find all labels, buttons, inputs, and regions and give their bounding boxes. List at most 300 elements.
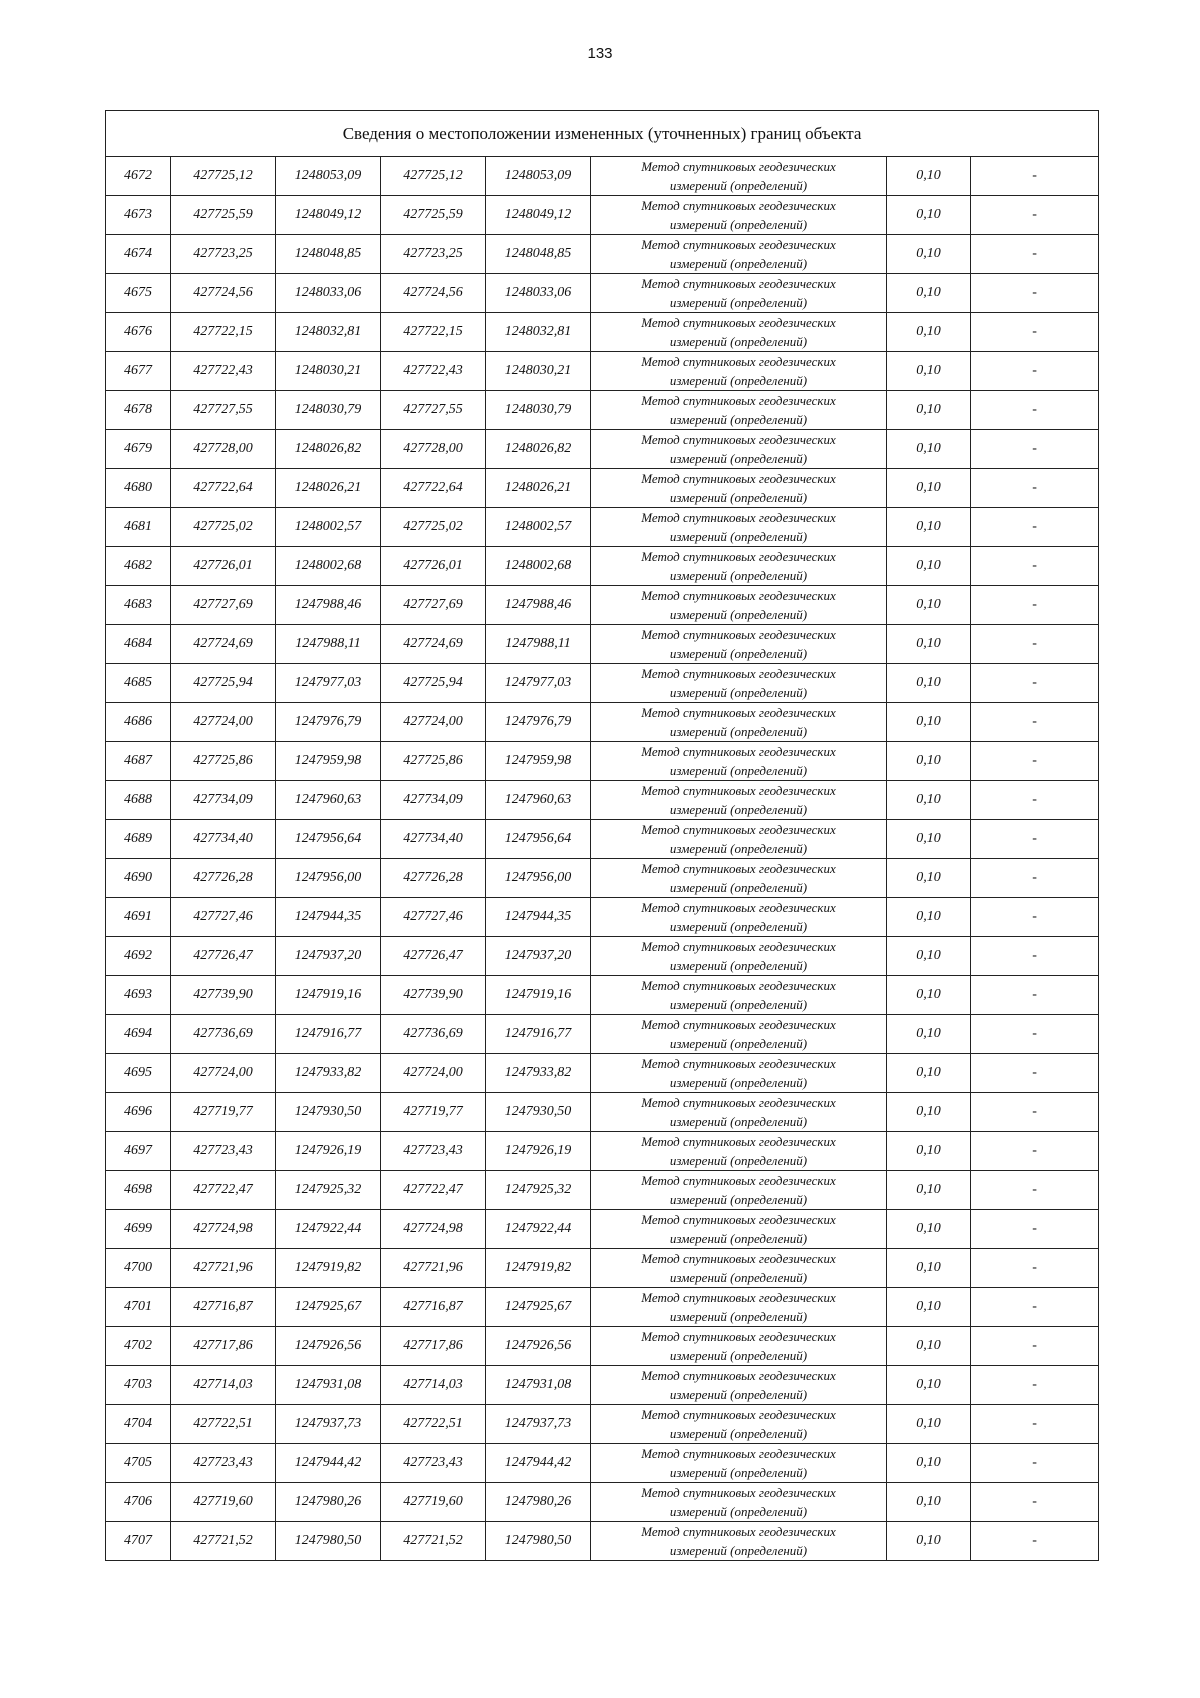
cell-specified-x: 427739,90 [381, 976, 486, 1015]
method-line-2: измерений (определений) [669, 529, 808, 544]
method-line-2: измерений (определений) [669, 1153, 808, 1168]
method-line-1: Метод спутниковых геодезических [641, 237, 836, 252]
method-line-1: Метод спутниковых геодезических [641, 159, 836, 174]
cell-specified-x: 427726,47 [381, 937, 486, 976]
cell-method [591, 1210, 887, 1249]
method-line-2: измерений (определений) [669, 1114, 808, 1129]
cell-point-number: 4689 [106, 820, 171, 859]
cell-note: - [971, 157, 1099, 196]
cell-existing-y: 1247959,98 [276, 742, 381, 781]
cell-accuracy: 0,10 [887, 1015, 971, 1054]
cell-existing-x: 427728,00 [171, 430, 276, 469]
cell-point-number: 4696 [106, 1093, 171, 1132]
cell-accuracy: 0,10 [887, 196, 971, 235]
cell-specified-x: 427726,01 [381, 547, 486, 586]
method-line-2: измерений (определений) [669, 1192, 808, 1207]
method-line-2: измерений (определений) [669, 1075, 808, 1090]
method-line-2: измерений (определений) [669, 1231, 808, 1246]
table-row [106, 196, 1099, 235]
cell-method [591, 742, 887, 781]
method-line-1: Метод спутниковых геодезических [641, 588, 836, 603]
cell-note: - [971, 508, 1099, 547]
cell-existing-y: 1248053,09 [276, 157, 381, 196]
cell-existing-x: 427724,56 [171, 274, 276, 313]
method-line-2: измерений (определений) [669, 334, 808, 349]
cell-accuracy: 0,10 [887, 1288, 971, 1327]
method-line-1: Метод спутниковых геодезических [641, 315, 836, 330]
method-line-1: Метод спутниковых геодезических [641, 1485, 836, 1500]
cell-specified-y: 1248030,79 [486, 391, 591, 430]
cell-method [591, 703, 887, 742]
cell-point-number: 4685 [106, 664, 171, 703]
cell-point-number: 4699 [106, 1210, 171, 1249]
method-line-1: Метод спутниковых геодезических [641, 666, 836, 681]
method-line-2: измерений (определений) [669, 685, 808, 700]
cell-accuracy: 0,10 [887, 1093, 971, 1132]
cell-specified-y: 1247926,19 [486, 1132, 591, 1171]
cell-existing-x: 427724,00 [171, 1054, 276, 1093]
method-line-1: Метод спутниковых геодезических [641, 1173, 836, 1188]
cell-point-number: 4700 [106, 1249, 171, 1288]
cell-note: - [971, 1522, 1099, 1561]
table-row [106, 1444, 1099, 1483]
cell-specified-y: 1248026,21 [486, 469, 591, 508]
cell-existing-x: 427723,43 [171, 1132, 276, 1171]
cell-method [591, 1249, 887, 1288]
cell-existing-y: 1247930,50 [276, 1093, 381, 1132]
cell-specified-x: 427724,00 [381, 1054, 486, 1093]
cell-note: - [971, 1483, 1099, 1522]
cell-existing-x: 427724,00 [171, 703, 276, 742]
cell-accuracy: 0,10 [887, 391, 971, 430]
cell-existing-y: 1247956,00 [276, 859, 381, 898]
cell-note: - [971, 937, 1099, 976]
cell-specified-x: 427724,69 [381, 625, 486, 664]
cell-accuracy: 0,10 [887, 547, 971, 586]
cell-point-number: 4701 [106, 1288, 171, 1327]
cell-note: - [971, 664, 1099, 703]
cell-method [591, 898, 887, 937]
table-row [106, 1171, 1099, 1210]
cell-point-number: 4706 [106, 1483, 171, 1522]
table-row [106, 937, 1099, 976]
method-line-1: Метод спутниковых геодезических [641, 783, 836, 798]
cell-existing-x: 427722,47 [171, 1171, 276, 1210]
cell-specified-y: 1247937,20 [486, 937, 591, 976]
cell-note: - [971, 313, 1099, 352]
method-line-1: Метод спутниковых геодезических [641, 1095, 836, 1110]
cell-accuracy: 0,10 [887, 1522, 971, 1561]
cell-accuracy: 0,10 [887, 235, 971, 274]
method-line-2: измерений (определений) [669, 646, 808, 661]
cell-specified-x: 427717,86 [381, 1327, 486, 1366]
method-line-1: Метод спутниковых геодезических [641, 1017, 836, 1032]
cell-point-number: 4705 [106, 1444, 171, 1483]
cell-method [591, 781, 887, 820]
cell-specified-x: 427724,56 [381, 274, 486, 313]
cell-note: - [971, 235, 1099, 274]
cell-note: - [971, 1288, 1099, 1327]
table-row [106, 352, 1099, 391]
cell-point-number: 4707 [106, 1522, 171, 1561]
cell-existing-y: 1247977,03 [276, 664, 381, 703]
cell-specified-x: 427722,64 [381, 469, 486, 508]
cell-specified-x: 427719,60 [381, 1483, 486, 1522]
cell-note: - [971, 1405, 1099, 1444]
cell-accuracy: 0,10 [887, 1405, 971, 1444]
cell-point-number: 4674 [106, 235, 171, 274]
cell-accuracy: 0,10 [887, 820, 971, 859]
cell-accuracy: 0,10 [887, 1132, 971, 1171]
cell-accuracy: 0,10 [887, 313, 971, 352]
method-line-1: Метод спутниковых геодезических [641, 822, 836, 837]
cell-specified-y: 1247956,64 [486, 820, 591, 859]
cell-method [591, 1132, 887, 1171]
cell-specified-y: 1247919,82 [486, 1249, 591, 1288]
cell-accuracy: 0,10 [887, 1366, 971, 1405]
cell-specified-y: 1248002,57 [486, 508, 591, 547]
cell-note: - [971, 1444, 1099, 1483]
method-line-2: измерений (определений) [669, 256, 808, 271]
cell-existing-x: 427726,47 [171, 937, 276, 976]
cell-specified-y: 1247944,42 [486, 1444, 591, 1483]
method-line-2: измерений (определений) [669, 880, 808, 895]
method-line-2: измерений (определений) [669, 997, 808, 1012]
cell-existing-x: 427734,40 [171, 820, 276, 859]
cell-method [591, 1054, 887, 1093]
method-line-1: Метод спутниковых геодезических [641, 1134, 836, 1149]
cell-specified-x: 427722,15 [381, 313, 486, 352]
cell-specified-y: 1247977,03 [486, 664, 591, 703]
table-row [106, 1366, 1099, 1405]
cell-accuracy: 0,10 [887, 1444, 971, 1483]
cell-specified-y: 1248033,06 [486, 274, 591, 313]
table-row [106, 430, 1099, 469]
cell-point-number: 4681 [106, 508, 171, 547]
method-line-2: измерений (определений) [669, 724, 808, 739]
table-row [106, 703, 1099, 742]
method-line-1: Метод спутниковых геодезических [641, 900, 836, 915]
table-row [106, 976, 1099, 1015]
table-row [106, 859, 1099, 898]
cell-existing-y: 1247937,73 [276, 1405, 381, 1444]
cell-specified-x: 427721,52 [381, 1522, 486, 1561]
cell-existing-x: 427722,64 [171, 469, 276, 508]
cell-existing-y: 1247925,67 [276, 1288, 381, 1327]
cell-specified-y: 1247959,98 [486, 742, 591, 781]
cell-existing-x: 427725,59 [171, 196, 276, 235]
method-line-1: Метод спутниковых геодезических [641, 432, 836, 447]
cell-specified-y: 1247976,79 [486, 703, 591, 742]
cell-note: - [971, 703, 1099, 742]
method-line-1: Метод спутниковых геодезических [641, 1212, 836, 1227]
method-line-2: измерений (определений) [669, 1348, 808, 1363]
method-line-1: Метод спутниковых геодезических [641, 744, 836, 759]
cell-note: - [971, 430, 1099, 469]
cell-method [591, 1483, 887, 1522]
cell-existing-x: 427725,86 [171, 742, 276, 781]
cell-accuracy: 0,10 [887, 469, 971, 508]
cell-accuracy: 0,10 [887, 625, 971, 664]
table-row [106, 1015, 1099, 1054]
table-row [106, 313, 1099, 352]
cell-existing-x: 427726,01 [171, 547, 276, 586]
cell-existing-y: 1248030,21 [276, 352, 381, 391]
table-row [106, 1132, 1099, 1171]
cell-existing-x: 427724,69 [171, 625, 276, 664]
cell-existing-x: 427734,09 [171, 781, 276, 820]
table-row [106, 1288, 1099, 1327]
table-row [106, 625, 1099, 664]
cell-existing-y: 1248026,21 [276, 469, 381, 508]
method-line-1: Метод спутниковых геодезических [641, 1329, 836, 1344]
cell-specified-y: 1247988,46 [486, 586, 591, 625]
table-row [106, 1483, 1099, 1522]
cell-existing-y: 1248033,06 [276, 274, 381, 313]
cell-specified-y: 1248002,68 [486, 547, 591, 586]
cell-existing-y: 1247919,82 [276, 1249, 381, 1288]
cell-existing-y: 1247944,42 [276, 1444, 381, 1483]
method-line-2: измерений (определений) [669, 1465, 808, 1480]
method-line-1: Метод спутниковых геодезических [641, 705, 836, 720]
cell-existing-y: 1248032,81 [276, 313, 381, 352]
cell-existing-x: 427724,98 [171, 1210, 276, 1249]
cell-existing-y: 1247988,46 [276, 586, 381, 625]
cell-existing-x: 427736,69 [171, 1015, 276, 1054]
method-line-1: Метод спутниковых геодезических [641, 1524, 836, 1539]
cell-existing-x: 427719,60 [171, 1483, 276, 1522]
method-line-1: Метод спутниковых геодезических [641, 393, 836, 408]
cell-note: - [971, 1015, 1099, 1054]
method-line-1: Метод спутниковых геодезических [641, 1368, 836, 1383]
method-line-2: измерений (определений) [669, 607, 808, 622]
cell-method [591, 352, 887, 391]
cell-specified-x: 427722,51 [381, 1405, 486, 1444]
cell-note: - [971, 391, 1099, 430]
cell-accuracy: 0,10 [887, 157, 971, 196]
cell-point-number: 4698 [106, 1171, 171, 1210]
cell-point-number: 4695 [106, 1054, 171, 1093]
cell-method [591, 625, 887, 664]
method-line-2: измерений (определений) [669, 178, 808, 193]
cell-specified-x: 427727,55 [381, 391, 486, 430]
cell-specified-x: 427721,96 [381, 1249, 486, 1288]
cell-existing-y: 1247980,26 [276, 1483, 381, 1522]
cell-specified-x: 427725,02 [381, 508, 486, 547]
cell-specified-x: 427725,59 [381, 196, 486, 235]
cell-specified-x: 427726,28 [381, 859, 486, 898]
cell-specified-y: 1248049,12 [486, 196, 591, 235]
cell-existing-x: 427719,77 [171, 1093, 276, 1132]
cell-point-number: 4687 [106, 742, 171, 781]
cell-note: - [971, 898, 1099, 937]
cell-note: - [971, 742, 1099, 781]
cell-point-number: 4690 [106, 859, 171, 898]
cell-specified-y: 1247930,50 [486, 1093, 591, 1132]
cell-accuracy: 0,10 [887, 1327, 971, 1366]
cell-note: - [971, 469, 1099, 508]
cell-specified-x: 427716,87 [381, 1288, 486, 1327]
method-line-2: измерений (определений) [669, 295, 808, 310]
cell-note: - [971, 274, 1099, 313]
cell-method [591, 313, 887, 352]
cell-accuracy: 0,10 [887, 937, 971, 976]
cell-method [591, 1171, 887, 1210]
cell-method [591, 157, 887, 196]
cell-note: - [971, 1210, 1099, 1249]
table-row [106, 1093, 1099, 1132]
cell-method [591, 664, 887, 703]
cell-accuracy: 0,10 [887, 1171, 971, 1210]
cell-specified-x: 427719,77 [381, 1093, 486, 1132]
table-row [106, 1327, 1099, 1366]
cell-specified-y: 1247925,67 [486, 1288, 591, 1327]
cell-note: - [971, 352, 1099, 391]
table-caption: Сведения о местоположении измененных (уточненных) границ объекта [106, 111, 1099, 157]
cell-existing-x: 427727,55 [171, 391, 276, 430]
cell-specified-y: 1247988,11 [486, 625, 591, 664]
cell-method [591, 391, 887, 430]
cell-specified-x: 427734,40 [381, 820, 486, 859]
cell-method [591, 1405, 887, 1444]
table-row [106, 157, 1099, 196]
cell-point-number: 4693 [106, 976, 171, 1015]
cell-existing-x: 427725,12 [171, 157, 276, 196]
cell-specified-x: 427723,43 [381, 1132, 486, 1171]
cell-method [591, 859, 887, 898]
cell-note: - [971, 1249, 1099, 1288]
cell-specified-y: 1248026,82 [486, 430, 591, 469]
cell-note: - [971, 586, 1099, 625]
cell-accuracy: 0,10 [887, 742, 971, 781]
method-line-1: Метод спутниковых геодезических [641, 471, 836, 486]
cell-method [591, 1093, 887, 1132]
cell-accuracy: 0,10 [887, 430, 971, 469]
cell-specified-y: 1247937,73 [486, 1405, 591, 1444]
cell-accuracy: 0,10 [887, 508, 971, 547]
cell-point-number: 4697 [106, 1132, 171, 1171]
cell-existing-y: 1247919,16 [276, 976, 381, 1015]
cell-existing-y: 1248002,68 [276, 547, 381, 586]
cell-existing-x: 427723,43 [171, 1444, 276, 1483]
cell-point-number: 4683 [106, 586, 171, 625]
cell-note: - [971, 859, 1099, 898]
table-row [106, 781, 1099, 820]
cell-specified-x: 427734,09 [381, 781, 486, 820]
cell-accuracy: 0,10 [887, 859, 971, 898]
table-row [106, 235, 1099, 274]
table-row [106, 391, 1099, 430]
cell-note: - [971, 196, 1099, 235]
method-line-2: измерений (определений) [669, 1543, 808, 1558]
method-line-2: измерений (определений) [669, 1387, 808, 1402]
cell-method [591, 469, 887, 508]
cell-specified-x: 427724,98 [381, 1210, 486, 1249]
cell-specified-x: 427736,69 [381, 1015, 486, 1054]
cell-accuracy: 0,10 [887, 781, 971, 820]
cell-specified-y: 1247931,08 [486, 1366, 591, 1405]
cell-existing-x: 427727,46 [171, 898, 276, 937]
method-line-2: измерений (определений) [669, 1309, 808, 1324]
cell-method [591, 430, 887, 469]
method-line-1: Метод спутниковых геодезических [641, 276, 836, 291]
cell-existing-y: 1247916,77 [276, 1015, 381, 1054]
method-line-2: измерений (определений) [669, 1426, 808, 1441]
method-line-2: измерений (определений) [669, 451, 808, 466]
cell-existing-x: 427721,96 [171, 1249, 276, 1288]
cell-note: - [971, 547, 1099, 586]
method-line-1: Метод спутниковых геодезических [641, 510, 836, 525]
cell-specified-y: 1247919,16 [486, 976, 591, 1015]
cell-method [591, 1522, 887, 1561]
cell-existing-y: 1247937,20 [276, 937, 381, 976]
cell-method [591, 235, 887, 274]
cell-note: - [971, 1327, 1099, 1366]
method-line-1: Метод спутниковых геодезических [641, 627, 836, 642]
cell-accuracy: 0,10 [887, 703, 971, 742]
cell-specified-y: 1248032,81 [486, 313, 591, 352]
method-line-2: измерений (определений) [669, 841, 808, 856]
cell-existing-x: 427725,94 [171, 664, 276, 703]
cell-point-number: 4702 [106, 1327, 171, 1366]
cell-existing-x: 427716,87 [171, 1288, 276, 1327]
cell-existing-y: 1247980,50 [276, 1522, 381, 1561]
method-line-2: измерений (определений) [669, 217, 808, 232]
cell-point-number: 4676 [106, 313, 171, 352]
cell-specified-y: 1247926,56 [486, 1327, 591, 1366]
cell-accuracy: 0,10 [887, 898, 971, 937]
cell-specified-y: 1248048,85 [486, 235, 591, 274]
table-row [106, 1054, 1099, 1093]
table-body [106, 157, 1099, 1561]
cell-note: - [971, 1132, 1099, 1171]
table-row [106, 1249, 1099, 1288]
page-number: 133 [587, 45, 613, 62]
cell-existing-y: 1248048,85 [276, 235, 381, 274]
cell-specified-x: 427725,86 [381, 742, 486, 781]
cell-point-number: 4684 [106, 625, 171, 664]
cell-specified-y: 1247916,77 [486, 1015, 591, 1054]
method-line-1: Метод спутниковых геодезических [641, 549, 836, 564]
cell-specified-x: 427714,03 [381, 1366, 486, 1405]
cell-specified-y: 1247960,63 [486, 781, 591, 820]
cell-note: - [971, 820, 1099, 859]
cell-existing-x: 427723,25 [171, 235, 276, 274]
cell-point-number: 4691 [106, 898, 171, 937]
table-row [106, 1405, 1099, 1444]
cell-point-number: 4688 [106, 781, 171, 820]
cell-point-number: 4678 [106, 391, 171, 430]
cell-accuracy: 0,10 [887, 1210, 971, 1249]
cell-existing-x: 427722,51 [171, 1405, 276, 1444]
cell-existing-x: 427722,15 [171, 313, 276, 352]
cell-method [591, 1327, 887, 1366]
method-line-2: измерений (определений) [669, 958, 808, 973]
table-row [106, 742, 1099, 781]
cell-existing-y: 1248026,82 [276, 430, 381, 469]
cell-specified-x: 427725,12 [381, 157, 486, 196]
table-row [106, 508, 1099, 547]
table-row [106, 664, 1099, 703]
cell-existing-y: 1248030,79 [276, 391, 381, 430]
cell-accuracy: 0,10 [887, 1483, 971, 1522]
cell-specified-y: 1247922,44 [486, 1210, 591, 1249]
cell-existing-y: 1247926,56 [276, 1327, 381, 1366]
cell-existing-y: 1247933,82 [276, 1054, 381, 1093]
method-line-2: измерений (определений) [669, 1270, 808, 1285]
cell-method [591, 1444, 887, 1483]
cell-method [591, 1366, 887, 1405]
